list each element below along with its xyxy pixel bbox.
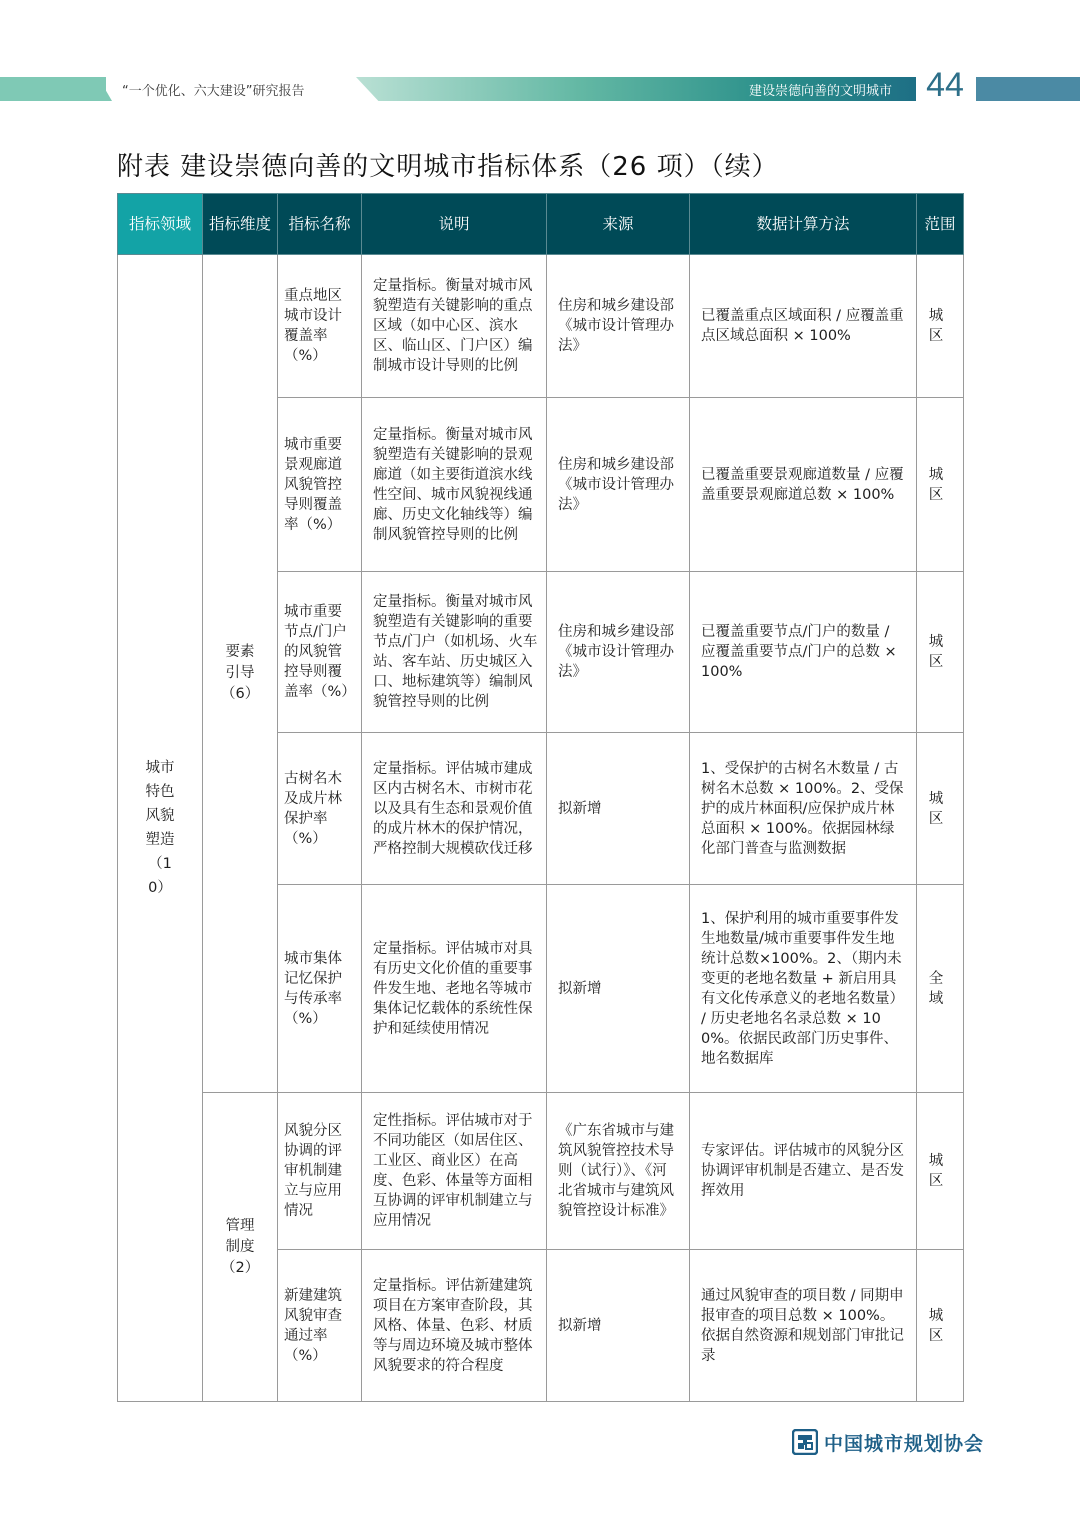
table-title: 附表 建设崇德向善的文明城市指标体系（26 项）（续） xyxy=(117,152,779,182)
domain-line: （10） xyxy=(148,856,172,896)
scope-label: 城区 xyxy=(928,634,944,670)
header-right-bar xyxy=(976,77,1080,101)
domain-line: 风貌 xyxy=(145,808,175,824)
calculation-method: 通过风貌审查的项目数 / 同期申报审查的项目总数 × 100%。依据自然资源和规划部门审批记录 xyxy=(690,1250,917,1402)
calculation-method: 已覆盖重要景观廊道数量 / 应覆盖重要景观廊道总数 × 100% xyxy=(690,398,917,572)
column-header: 来源 xyxy=(547,194,690,255)
scope-label: 城区 xyxy=(928,1307,944,1344)
indicator-source: 拟新增 xyxy=(547,733,690,885)
indicator-name: 重点地区城市设计覆盖率（%） xyxy=(278,255,362,398)
table-row xyxy=(118,1093,964,1250)
dimension-line: （2） xyxy=(221,1259,260,1276)
association-logo xyxy=(792,1428,985,1458)
indicator-name: 城市重要节点/门户的风貌管控导则覆盖率（%） xyxy=(278,572,362,733)
scope-label: 城区 xyxy=(928,308,944,344)
indicator-source: 拟新增 xyxy=(547,1250,690,1402)
indicator-source: 住房和城乡建设部《城市设计管理办法》 xyxy=(547,572,690,733)
dimension-line: 引导 xyxy=(225,665,255,681)
scope-cell xyxy=(917,1093,964,1250)
scope-cell xyxy=(917,398,964,572)
indicator-description: 定性指标。评估城市对于不同功能区（如居住区、工业区、商业区）在高度、色彩、体量等方面相互协调的评审机制建立与应用情况 xyxy=(362,1093,547,1250)
domain-cell xyxy=(118,255,203,1402)
column-header: 范围 xyxy=(917,194,964,255)
domain-line: 城市 xyxy=(145,760,175,776)
indicator-description: 定量指标。衡量对城市风貌塑造有关键影响的重要节点/门户（如机场、火车站、客车站、历史城区入口、地标建筑等）编制风貌管控导则的比例 xyxy=(362,572,547,733)
dimension-line: 管理 xyxy=(225,1217,255,1234)
calculation-method: 已覆盖重点区域面积 / 应覆盖重点区域总面积 × 100% xyxy=(690,255,917,398)
column-header: 说明 xyxy=(362,194,547,255)
indicator-description: 定量指标。衡量对城市风貌塑造有关键影响的重点区域（如中心区、滨水区、临山区、门户区）编制城市设计导则的比例 xyxy=(362,255,547,398)
scope-cell xyxy=(917,733,964,885)
indicator-description: 定量指标。评估新建建筑项目在方案审查阶段，其风格、体量、色彩、材质等与周边环境及城市整体风貌要求的符合程度 xyxy=(362,1250,547,1402)
indicator-source: 住房和城乡建设部《城市设计管理办法》 xyxy=(547,255,690,398)
indicator-description: 定量指标。评估城市建成区内古树名木、市树市花以及具有生态和景观价值的成片林木的保护情况，严格控制大规模砍伐迁移 xyxy=(362,733,547,885)
domain-line: 塑造 xyxy=(145,832,175,848)
association-logo-icon xyxy=(792,1429,818,1455)
scope-cell xyxy=(917,572,964,733)
chapter-title: 建设崇德向善的文明城市 xyxy=(748,84,892,99)
column-header: 指标名称 xyxy=(278,194,362,255)
dimension-label xyxy=(221,1216,259,1279)
table-header-row xyxy=(118,194,964,255)
scope-label: 全域 xyxy=(928,970,944,1007)
page-number: 44 xyxy=(926,66,964,104)
header-left-bar xyxy=(0,77,106,101)
indicator-name: 新建建筑风貌审查通过率（%） xyxy=(278,1250,362,1402)
association-name: 中国城市规划协会 xyxy=(824,1433,985,1455)
page-header xyxy=(0,77,1080,101)
calculation-method: 已覆盖重要节点/门户的数量 / 应覆盖重要节点/门户的总数 × 100% xyxy=(690,572,917,733)
scope-cell xyxy=(917,885,964,1093)
scope-cell xyxy=(917,255,964,398)
indicator-source: 拟新增 xyxy=(547,885,690,1093)
indicator-source: 住房和城乡建设部《城市设计管理办法》 xyxy=(547,398,690,572)
indicator-name: 古树名木及成片林保护率（%） xyxy=(278,733,362,885)
indicator-description: 定量指标。衡量对城市风貌塑造有关键影响的景观廊道（如主要街道滨水线性空间、城市风貌视线通廊、历史文化轴线等）编制风貌管控导则的比例 xyxy=(362,398,547,572)
column-header: 指标领域 xyxy=(118,194,203,255)
column-header: 数据计算方法 xyxy=(690,194,917,255)
dimension-label xyxy=(221,642,259,705)
scope-cell xyxy=(917,1250,964,1402)
indicator-description: 定量指标。评估城市对具有历史文化价值的重要事件发生地、老地名等城市集体记忆载体的系统性保护和延续使用情况 xyxy=(362,885,547,1093)
domain-label xyxy=(145,756,175,900)
table-row xyxy=(118,255,964,398)
indicator-source: 《广东省城市与建筑风貌管控技术导则（试行）》、《河北省城市与建筑风貌管控设计标准》 xyxy=(547,1093,690,1250)
indicator-name: 城市集体记忆保护与传承率（%） xyxy=(278,885,362,1093)
indicator-name: 城市重要景观廊道风貌管控导则覆盖率（%） xyxy=(278,398,362,572)
dimension-line: 制度 xyxy=(225,1238,255,1255)
dimension-line: 要素 xyxy=(225,644,255,660)
scope-label: 城区 xyxy=(928,790,944,827)
report-title: “一个优化、六大建设”研究报告 xyxy=(122,84,305,99)
domain-line: 特色 xyxy=(145,784,175,800)
dimension-cell xyxy=(203,1093,278,1402)
calculation-method: 1、保护利用的城市重要事件发生地数量/城市重要事件发生地统计总数×100%。2、（期内未变更的老地名数量 + 新启用具有文化传承意义的老地名数量） / 历史老地名名录总数 × 100%。依据民政部门历史事件、地名数据库 xyxy=(690,885,917,1093)
dimension-line: （6） xyxy=(221,686,260,702)
scope-label: 城区 xyxy=(928,466,944,503)
calculation-method: 专家评估。评估城市的风貌分区协调评审机制是否建立、是否发挥效用 xyxy=(690,1093,917,1250)
column-header: 指标维度 xyxy=(203,194,278,255)
calculation-method: 1、受保护的古树名木数量 / 古树名木总数 × 100%。2、受保护的成片林面积/应保护成片林总面积 × 100%。依据园林绿化部门普查与监测数据 xyxy=(690,733,917,885)
indicator-name: 风貌分区协调的评审机制建立与应用情况 xyxy=(278,1093,362,1250)
indicator-table xyxy=(117,193,964,1402)
scope-label: 城区 xyxy=(928,1153,944,1189)
dimension-cell xyxy=(203,255,278,1093)
